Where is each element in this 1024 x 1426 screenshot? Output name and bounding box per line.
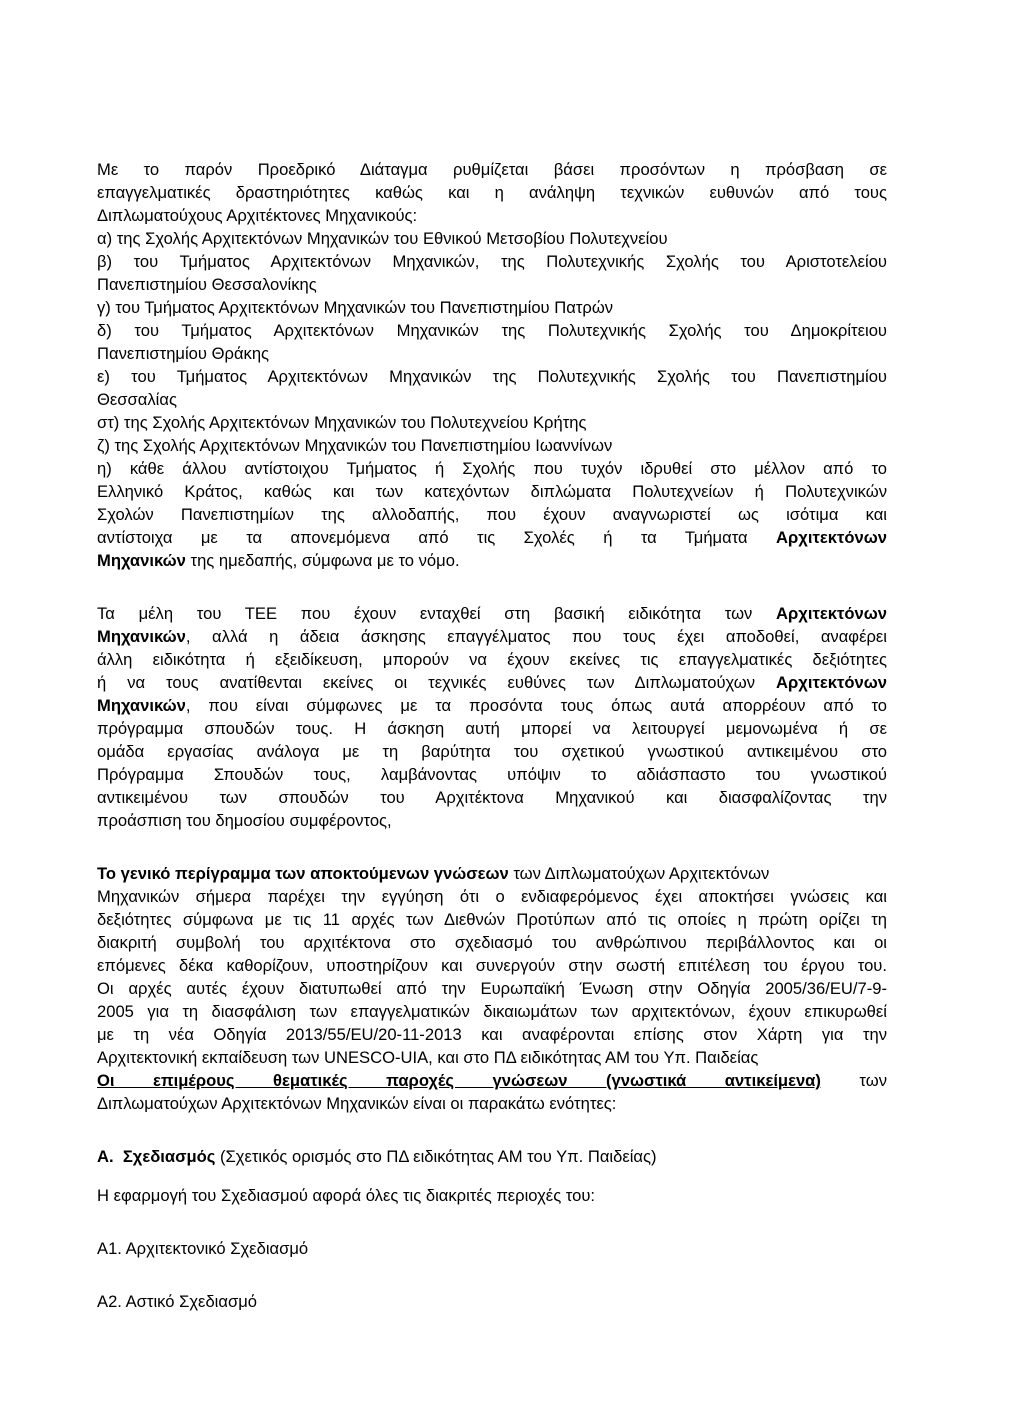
- tee-members-paragraph: [97, 602, 887, 832]
- text-line: πρόγραμμα σπουδών τους. Η άσκηση αυτή μπορεί να λειτουργεί μεμονωμένα ή σε: [97, 719, 887, 738]
- knowledge-outline-paragraph: [97, 862, 887, 1115]
- text-line: Με το παρόν Προεδρικό Διάταγμα ρυθμίζεται βάσει προσόντων η πρόσβαση σε: [97, 160, 887, 179]
- text-line: Σχολών Πανεπιστημίων της αλλοδαπής, που έχουν αναγνωριστεί ως ισότιμα και: [97, 505, 887, 524]
- list-item: Θεσσαλίας: [97, 390, 177, 409]
- text-line: Πρόγραμμα Σπουδών τους, λαμβάνοντας υπόψιν το αδιάσπαστο του γνωστικού: [97, 765, 887, 784]
- list-item: α) της Σχολής Αρχιτεκτόνων Μηχανικών του Εθνικού Μετσοβίου Πολυτεχνείου: [97, 229, 668, 248]
- bold-term: Μηχανικών: [97, 627, 186, 646]
- subsection-a2: Α2. Αστικό Σχεδιασμό: [97, 1292, 257, 1311]
- text-line: Διπλωματούχων Αρχιτεκτόνων Μηχανικών είναι οι παρακάτω ενότητες:: [97, 1094, 617, 1113]
- text-line: Διπλωματούχους Αρχιτέκτονες Μηχανικούς:: [97, 206, 418, 225]
- underlined-heading: Οι επιμέρους θεματικές παροχές γνώσεων (γνωστικά αντικείμενα): [97, 1071, 821, 1090]
- text-line: Ελληνικό Κράτος, καθώς και των κατεχόντων διπλώματα Πολυτεχνείων ή Πολυτεχνικών: [97, 482, 887, 501]
- text-line: διακριτή συμβολή του αρχιτέκτονα στο σχεδιασμό του ανθρώπινου περιβάλλοντος και οι: [97, 933, 887, 952]
- text-line: Μηχανικών της ημεδαπής, σύμφωνα με το νόμο.: [97, 551, 460, 570]
- list-item: ζ) της Σχολής Αρχιτεκτόνων Μηχανικών του Πανεπιστημίου Ιωαννίνων: [97, 436, 613, 455]
- bold-term: Μηχανικών: [97, 696, 186, 715]
- text-line: προάσπιση του δημοσίου συμφέροντος,: [97, 811, 392, 830]
- section-a-heading: [97, 1145, 887, 1168]
- bold-term: Αρχιτεκτόνων: [776, 528, 887, 547]
- text-line: Μηχανικών σήμερα παρέχει την εγγύηση ότι ο ενδιαφερόμενος έχει αποκτήσει γνώσεις και: [97, 887, 887, 906]
- list-item: ε) του Τμήματος Αρχιτεκτόνων Μηχανικών της Πολυτεχνικής Σχολής του Πανεπιστημίου: [97, 367, 887, 386]
- text-line: αντίστοιχα με τα απονεμόμενα από τις Σχολές ή τα Τμήματα Αρχιτεκτόνων: [97, 528, 887, 547]
- section-title: Σχεδιασμός: [122, 1147, 216, 1166]
- text-line: Μηχανικών, που είναι σύμφωνες με τα προσόντα τους όπως αυτά απορρέουν από το: [97, 696, 887, 715]
- list-item: Πανεπιστημίου Θράκης: [97, 344, 270, 363]
- text-line: επαγγελματικές δραστηριότητες καθώς και η ανάληψη τεχνικών ευθυνών από τους: [97, 183, 887, 202]
- text-line: Αρχιτεκτονική εκπαίδευση των UNESCO-UIA, και στο ΠΔ ειδικότητας ΑΜ του Υπ. Παιδείας: [97, 1048, 759, 1067]
- text-line: Τα μέλη του ΤΕΕ που έχουν ενταχθεί στη βασική ειδικότητα των Αρχιτεκτόνων: [97, 604, 887, 623]
- text-line: Οι αρχές αυτές έχουν διατυπωθεί από την Ευρωπαϊκή Ένωση στην Οδηγία 2005/36/EU/7-9-: [97, 979, 887, 998]
- text-line: αντικειμένου των σπουδών του Αρχιτέκτονα Μηχανικού και διασφαλίζοντας την: [97, 788, 887, 807]
- bold-term: Αρχιτεκτόνων: [776, 604, 887, 623]
- list-item: β) του Τμήματος Αρχιτεκτόνων Μηχανικών, της Πολυτεχνικής Σχολής του Αριστοτελείου: [97, 252, 887, 271]
- bold-term: Μηχανικών: [97, 551, 186, 570]
- list-item: η) κάθε άλλου αντίστοιχου Τμήματος ή Σχολής που τυχόν ιδρυθεί στο μέλλον από το: [97, 459, 887, 478]
- text-line: άλλη ειδικότητα ή εξειδίκευση, μπορούν να έχουν εκείνες τις επαγγελματικές δεξιότητες: [97, 650, 887, 669]
- list-item: στ) της Σχολής Αρχιτεκτόνων Μηχανικών του Πολυτεχνείου Κρήτης: [97, 413, 587, 432]
- list-item: γ) του Τμήματος Αρχιτεκτόνων Μηχανικών του Πανεπιστημίου Πατρών: [97, 298, 614, 317]
- text-line: Οι επιμέρους θεματικές παροχές γνώσεων (γνωστικά αντικείμενα) των: [97, 1071, 887, 1090]
- text-line: Το γενικό περίγραμμα των αποκτούμενων γνώσεων των Διπλωματούχων Αρχιτεκτόνων: [97, 864, 770, 883]
- section-label: Α.: [97, 1147, 114, 1166]
- section-a-intro: Η εφαρμογή του Σχεδιασμού αφορά όλες τις διακριτές περιοχές του:: [97, 1186, 596, 1205]
- bold-term: Αρχιτεκτόνων: [776, 673, 887, 692]
- list-item: δ) του Τμήματος Αρχιτεκτόνων Μηχανικών της Πολυτεχνικής Σχολής του Δημοκρίτειου: [97, 321, 887, 340]
- text-line: δεξιότητες σύμφωνα με τις 11 αρχές των Διεθνών Προτύπων από τις οποίες η πρώτη ορίζει τη: [97, 910, 887, 929]
- section-note: (Σχετικός ορισμός στο ΠΔ ειδικότητας ΑΜ του Υπ. Παιδείας): [215, 1147, 657, 1166]
- list-item: Πανεπιστημίου Θεσσαλονίκης: [97, 275, 317, 294]
- intro-paragraph: [97, 158, 887, 572]
- subsection-a1: Α1. Αρχιτεκτονικό Σχεδιασμό: [97, 1239, 309, 1258]
- document-page: [97, 158, 887, 1313]
- text-line: Μηχανικών, αλλά η άδεια άσκησης επαγγέλματος που τους έχει αποδοθεί, αναφέρει: [97, 627, 887, 646]
- text-line: με τη νέα Οδηγία 2013/55/EU/20-11-2013 και αναφέρονται επίσης στον Χάρτη για την: [97, 1025, 887, 1044]
- text-line: 2005 για τη διασφάλιση των επαγγελματικών δικαιωμάτων των αρχιτεκτόνων, έχουν επικυρωθεί: [97, 1002, 887, 1021]
- text-line: ομάδα εργασίας ανάλογα με τη βαρύτητα του σχετικού γνωστικού αντικειμένου στο: [97, 742, 887, 761]
- bold-heading: Το γενικό περίγραμμα των αποκτούμενων γνώσεων: [97, 864, 509, 883]
- text-line: επόμενες δέκα καθορίζουν, υποστηρίζουν και συνεργούν στην σωστή επιτέλεση του έργου του.: [97, 956, 887, 975]
- text-line: ή να τους ανατίθενται εκείνες οι τεχνικές ευθύνες των Διπλωματούχων Αρχιτεκτόνων: [97, 673, 887, 692]
